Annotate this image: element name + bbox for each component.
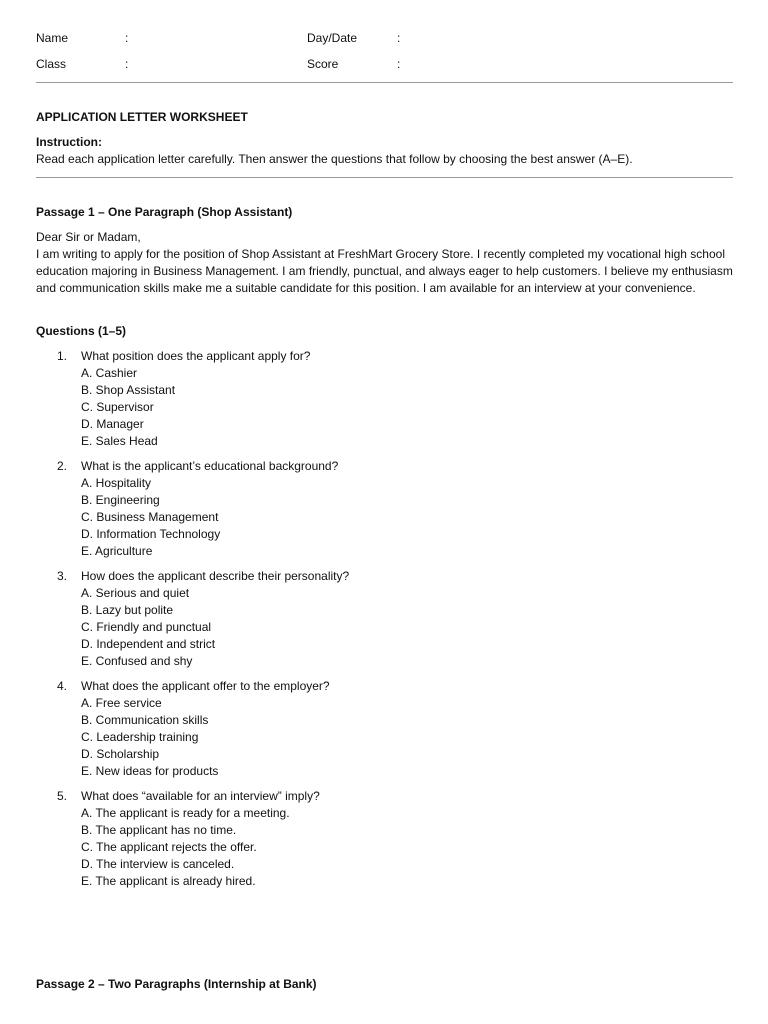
- question-text: What does the applicant offer to the employer?: [81, 679, 330, 693]
- option-list: [81, 695, 733, 780]
- option-c: C. Supervisor: [81, 400, 154, 414]
- class-label: Class: [36, 57, 67, 71]
- question-number: 2.: [57, 459, 68, 473]
- questions-block: [36, 348, 733, 898]
- header-row-name: [36, 30, 733, 47]
- option-list: [81, 805, 733, 890]
- option-c: C. Business Management: [81, 510, 219, 524]
- header-row-class: [36, 56, 733, 73]
- option-e: E. New ideas for products: [81, 764, 219, 778]
- option-d: D. Manager: [81, 417, 144, 431]
- option-b: B. Engineering: [81, 493, 160, 507]
- class-colon: :: [125, 57, 129, 71]
- instruction-divider: [36, 177, 733, 178]
- question-number: 1.: [57, 349, 68, 363]
- worksheet-title: APPLICATION LETTER WORKSHEET: [36, 110, 248, 124]
- instruction-label: Instruction:: [36, 135, 102, 149]
- name-label: Name: [36, 31, 69, 45]
- option-d: D. The interview is canceled.: [81, 857, 235, 871]
- option-list: [81, 585, 733, 670]
- score-label: Score: [307, 57, 339, 71]
- question-text: What position does the applicant apply for?: [81, 349, 311, 363]
- option-b: B. The applicant has no time.: [81, 823, 237, 837]
- option-e: E. Agriculture: [81, 544, 153, 558]
- question-1: [36, 348, 733, 450]
- question-list: [36, 348, 733, 890]
- question-number: 3.: [57, 569, 68, 583]
- option-c: C. Friendly and punctual: [81, 620, 212, 634]
- passage2-title: Passage 2 – Two Paragraphs (Internship at Bank): [36, 977, 317, 991]
- option-b: B. Shop Assistant: [81, 383, 176, 397]
- passage1-title: Passage 1 – One Paragraph (Shop Assistant): [36, 205, 293, 219]
- option-d: D. Scholarship: [81, 747, 160, 761]
- option-list: [81, 365, 733, 450]
- passage1-letter: [36, 229, 733, 297]
- question-text: What is the applicant’s educational background?: [81, 459, 339, 473]
- question-text: How does the applicant describe their personality?: [81, 569, 350, 583]
- name-colon: :: [125, 31, 129, 45]
- question-3: [36, 568, 733, 670]
- option-a: A. The applicant is ready for a meeting.: [81, 806, 290, 820]
- option-e: E. Confused and shy: [81, 654, 193, 668]
- header-divider: [36, 82, 733, 83]
- daydate-colon: :: [397, 31, 401, 45]
- option-d: D. Independent and strict: [81, 637, 216, 651]
- option-a: A. Free service: [81, 696, 162, 710]
- option-b: B. Communication skills: [81, 713, 209, 727]
- question-4: [36, 678, 733, 780]
- question-5: [36, 788, 733, 890]
- score-colon: :: [397, 57, 401, 71]
- option-a: A. Hospitality: [81, 476, 152, 490]
- letter-salutation: Dear Sir or Madam,: [36, 230, 141, 244]
- option-e: E. Sales Head: [81, 434, 158, 448]
- letter-body: I am writing to apply for the position of Shop Assistant at FreshMart Grocery Store. I recently completed my vocational high school education majoring in Business Management. I am friendly, punctual, and always eager to help customers. I believe my enthusiasm and communication skills make me a suitable candidate for this position. I am available for an interview at your convenience.: [36, 247, 733, 295]
- option-list: [81, 475, 733, 560]
- option-e: E. The applicant is already hired.: [81, 874, 256, 888]
- option-c: C. Leadership training: [81, 730, 199, 744]
- daydate-label: Day/Date: [307, 31, 358, 45]
- option-a: A. Serious and quiet: [81, 586, 190, 600]
- question-number: 5.: [57, 789, 68, 803]
- question-text: What does “available for an interview” imply?: [81, 789, 320, 803]
- option-a: A. Cashier: [81, 366, 138, 380]
- instruction-text: Read each application letter carefully. Then answer the questions that follow by choosing the best answer (A–E).: [36, 152, 633, 166]
- question-number: 4.: [57, 679, 68, 693]
- questions-title: Questions (1–5): [36, 324, 127, 338]
- option-d: D. Information Technology: [81, 527, 221, 541]
- question-2: [36, 458, 733, 560]
- option-c: C. The applicant rejects the offer.: [81, 840, 257, 854]
- option-b: B. Lazy but polite: [81, 603, 174, 617]
